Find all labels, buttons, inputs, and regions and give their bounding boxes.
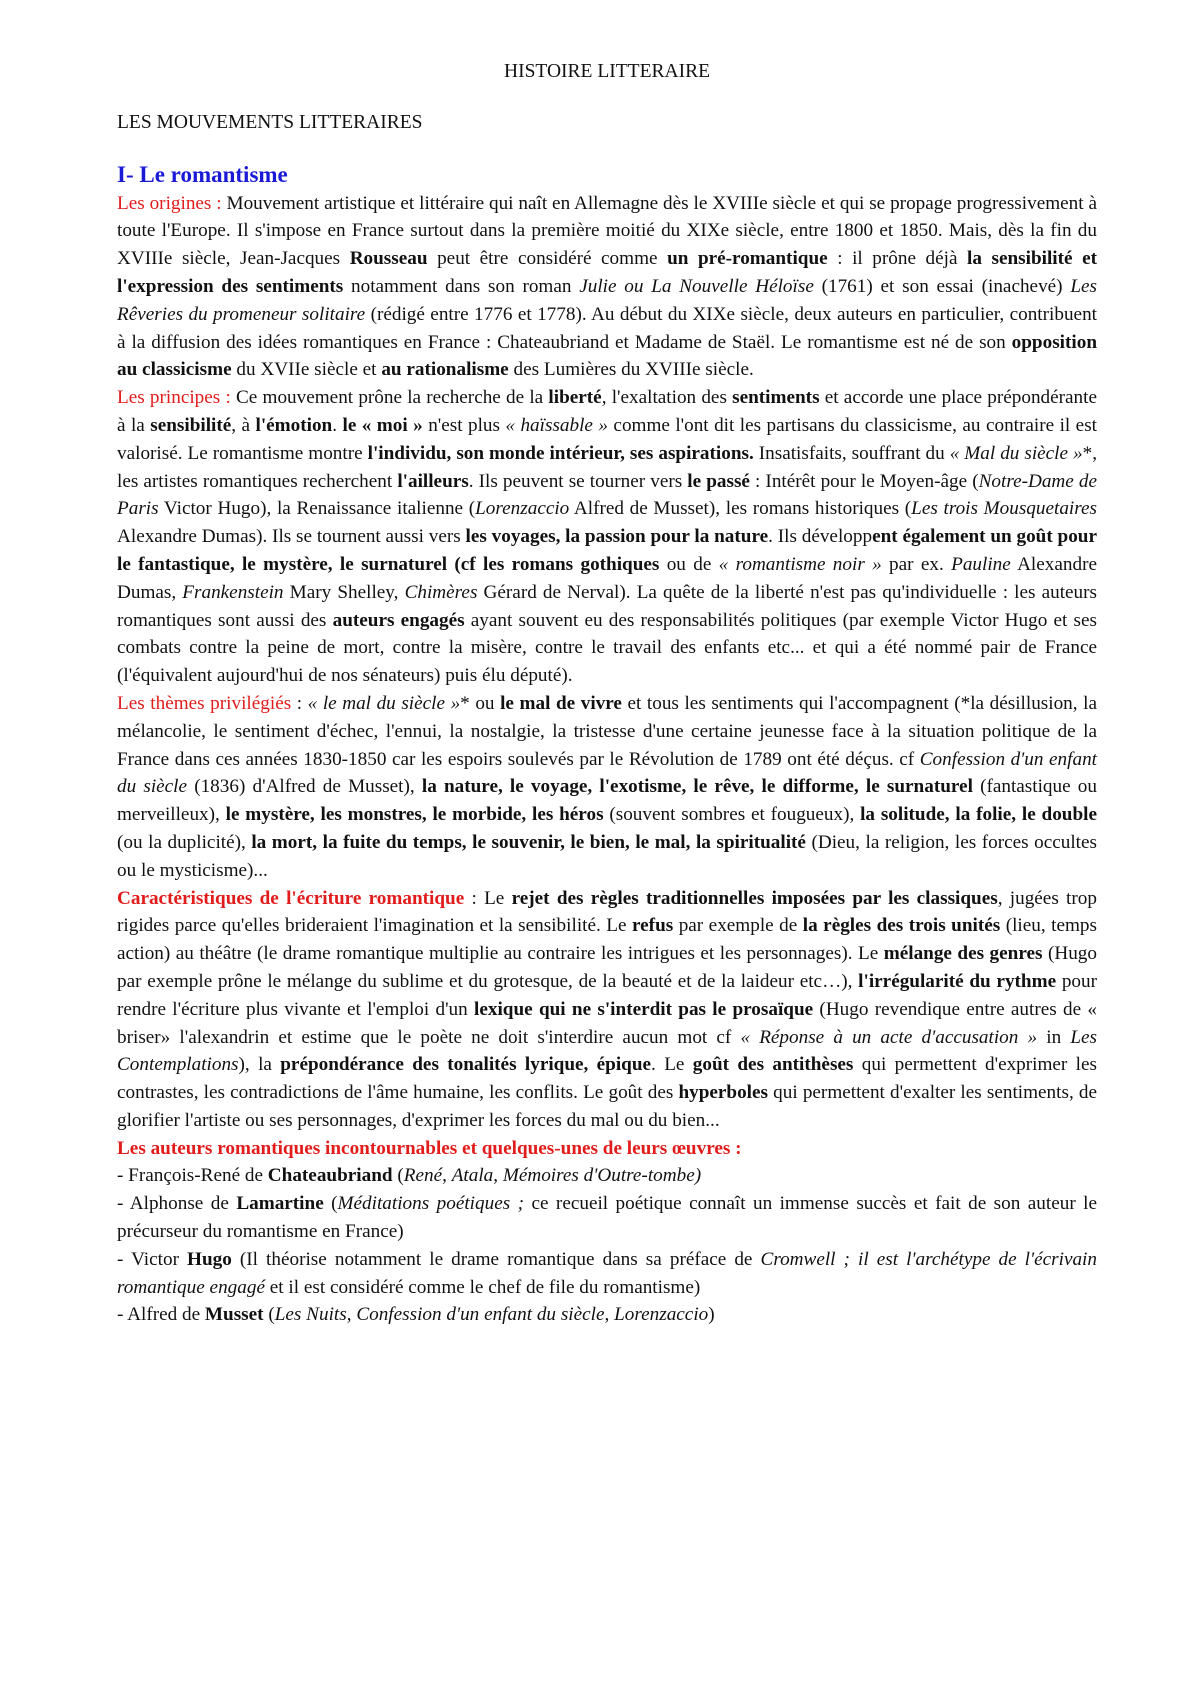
text-run: qui permettent d'exprimer les contrastes, les contradictions de l'âme humaine, les conflits. Le goût des (117, 1054, 1097, 1104)
bold-run: un pré-romantique (667, 248, 828, 270)
text-run: Mary Shelley, (283, 581, 405, 603)
bold-run: l'irrégularité du rythme (858, 970, 1057, 992)
text-run: ) (708, 1304, 715, 1326)
text-run: et il est considéré comme le chef de file du romantisme) (264, 1276, 701, 1298)
bold-run: le mystère, les monstres, le morbide, les héros (225, 804, 604, 826)
document-subtitle: LES MOUVEMENTS LITTERAIRES (117, 111, 423, 133)
text-run: notamment dans son roman (343, 275, 580, 297)
text-run: ), la (238, 1054, 281, 1076)
author-name: Lamartine (236, 1193, 324, 1215)
italic-run: Les Rêveries du promeneur solitaire (117, 275, 1097, 325)
text-run: ( (263, 1304, 275, 1326)
text-run: : Le (464, 887, 512, 909)
text-run: Ce mouvement prône la recherche de la (230, 387, 549, 409)
text-run: - François-René de (117, 1165, 268, 1187)
text-run: (1836) d'Alfred de Musset), (187, 776, 422, 798)
text-run: : il prône déjà (827, 248, 968, 270)
bold-run: rejet des règles traditionnelles imposées par les classiques (511, 887, 998, 909)
text-run: (Hugo revendique entre autres de « briser» l'alexandrin et estime que le poète ne doit s'interdire aucun mot cf (117, 998, 1098, 1048)
italic-run: « Mal du siècle » (949, 442, 1083, 464)
bold-run: liberté (548, 387, 602, 409)
bold-run: le mal de vivre (500, 692, 622, 714)
text-run: peut être considéré comme (427, 248, 668, 270)
text-run: n'est plus (422, 414, 506, 436)
text-run: comme l'ont dit les partisans du classicisme, au contraire il est valorisé. Le romantisme montre (117, 414, 1097, 464)
text-run: ( (392, 1165, 404, 1187)
text-run: (souvent sombres et fougueux), (603, 804, 861, 826)
italic-run: Lorenzaccio (475, 498, 570, 520)
text-run: Mouvement artistique et littéraire qui naît en Allemagne dès le XVIIIe siècle et qui se propage progressivement à toute l'Europe. Il s'impose en France surtout dans la première moitié du XIXe siècle, entre 1800 et 1850. Mais, dès la fin du XVIIIe siècle, Jean-Jacques (117, 192, 1097, 270)
authors-heading (117, 1135, 1097, 1163)
text-run: des Lumières du XVIIIe siècle. (508, 359, 754, 381)
bold-run: goût des antithèses (692, 1054, 854, 1076)
bold-run: sensibilité (150, 414, 232, 436)
bold-run: l'individu, son monde intérieur, ses aspirations. (367, 442, 754, 464)
bold-run: la règles des trois unités (802, 915, 1001, 937)
bold-run: la solitude, la folie, le double (860, 804, 1097, 826)
text-run: : (291, 692, 308, 714)
principles-label: Les principes : (117, 387, 231, 409)
bold-run: hyperboles (678, 1082, 769, 1104)
bold-run: la mort, la fuite du temps, le souvenir, le bien, le mal, la spiritualité (251, 831, 806, 853)
bold-run: opposition au classicisme (117, 331, 1097, 381)
author-name: Hugo (187, 1248, 232, 1270)
bold-run: l'ailleurs (397, 470, 469, 492)
bold-run: l'émotion (255, 414, 333, 436)
bold-run: les voyages, la passion pour la nature (465, 526, 769, 548)
text-run: ( (323, 1193, 338, 1215)
bold-run: ent également un goût pour le fantastique, le mystère, le surnaturel (cf les romans gothiques (117, 526, 1097, 575)
paragraph-principles (117, 384, 1097, 690)
bold-run: lexique qui ne s'interdit pas le prosaïque (474, 998, 814, 1020)
text-run: : Intérêt pour le Moyen-âge ( (749, 470, 979, 492)
author-name: Chateaubriand (267, 1165, 393, 1187)
italic-run: Confession d'un enfant du siècle (117, 748, 1097, 798)
bold-run: refus (632, 915, 674, 937)
authors-label: Les auteurs romantiques incontournables et quelques-unes de leurs œuvres : (117, 1137, 742, 1159)
italic-run: « le mal du siècle » (307, 692, 461, 714)
author-line-hugo (117, 1246, 1097, 1302)
italic-run: Chimères (404, 581, 478, 603)
text-run: (Dieu, la religion, les forces occultes ou le mysticisme)... (117, 831, 1097, 881)
text-run: , (442, 1165, 452, 1187)
text-run: du XVIIe siècle et (231, 359, 382, 381)
text-run: (1761) et son essai (inachevé) (813, 275, 1071, 297)
text-run: , (346, 1304, 357, 1326)
bold-run: le passé (687, 470, 750, 492)
text-run: , (604, 1304, 615, 1326)
text-run: (Il théorise notamment le drame romantique dans sa préface de (231, 1248, 761, 1270)
section-heading: I- Le romantisme (117, 161, 288, 187)
text-run: par ex. (881, 553, 952, 575)
paragraph-writing (117, 885, 1097, 1135)
bold-run: prépondérance des tonalités lyrique, épique (280, 1054, 652, 1076)
text-run: , jugées trop rigides parce qu'elles brideraient l'imagination et la sensibilité. Le (117, 887, 1097, 937)
text-run: Insatisfaits, souffrant du (753, 442, 950, 464)
italic-run: « haïssable » (505, 414, 608, 436)
text-run: * ou (460, 692, 501, 714)
author-name: Musset (204, 1304, 264, 1326)
italic-run: Mémoires d'Outre-tombe) (502, 1165, 702, 1187)
text-run: in (1037, 1026, 1071, 1048)
text-run: - Alphonse de (117, 1193, 237, 1215)
text-run: et tous les sentiments qui l'accompagnent (*la désillusion, la mélancolie, le sentiment d'échec, l'ennui, la nostalgie, la tristesse d'une certaine jeunesse face à la situation politique de la France dans ces années 1830-1850 car les espoirs soulevés par le Révolution de 1789 ont été déçus. cf (117, 692, 1097, 770)
text-run: Victor Hugo), la Renaissance italienne ( (158, 498, 476, 520)
text-run: (rédigé entre 1776 et 1778). Au début du XIXe siècle, deux auteurs en particulier, contribuent à la diffusion des idées romantiques en France : Chateaubriand et Madame de Staël. Le romantisme est né de son (117, 303, 1097, 353)
text-run: ayant souvent eu des responsabilités politiques (par exemple Victor Hugo et ses combats contre la peine de mort, contre la misère, contre le travail des enfants etc... et qui a été nommé pair de France (l'équivalent aujourd'hui de nos sénateurs) puis élu député). (117, 609, 1098, 687)
text-run: pour rendre l'écriture plus vivante et l'emploi d'un (117, 970, 1097, 1020)
text-run: (fantastique ou merveilleux), (117, 776, 1097, 826)
text-run: , (493, 1165, 503, 1187)
italic-run: Cromwell ; il est l'archétype de l'écrivain romantique engagé (117, 1248, 1097, 1298)
italic-run: Frankenstein (182, 581, 284, 603)
author-line-lamartine (117, 1190, 1097, 1246)
italic-run: Les Nuits (274, 1304, 347, 1326)
italic-run: Atala (451, 1165, 494, 1187)
bold-run: auteurs engagés (332, 609, 465, 631)
text-run: , à (231, 414, 256, 436)
document-page (117, 58, 1097, 1329)
text-run: Alexandre Dumas, (117, 553, 1097, 603)
italic-run: Julie ou La Nouvelle Héloïse (579, 275, 814, 297)
document-title: HISTOIRE LITTERAIRE (504, 61, 710, 82)
italic-run: « romantisme noir » (718, 553, 882, 575)
text-run: , l'exaltation des (601, 387, 733, 409)
text-run: - Victor (117, 1248, 188, 1270)
bold-run: Rousseau (349, 248, 428, 270)
text-run: . Le (651, 1054, 693, 1076)
text-run: Gérard de Nerval). La quête de la liberté n'est pas qu'individuelle : les auteurs romantiques sont aussi des (117, 581, 1097, 631)
italic-run: « Réponse à un acte d'accusation » (740, 1026, 1038, 1048)
italic-run: Méditations poétiques ; (337, 1193, 525, 1215)
paragraph-themes (117, 690, 1097, 885)
italic-run: René (403, 1165, 443, 1187)
text-run: (Hugo par exemple prône le mélange du sublime et du grotesque, de la beauté et de la laideur etc…), (117, 943, 1097, 992)
text-run: (lieu, temps action) au théâtre (le drame romantique multiplie au contraire les intrigues et les personnages). Le (117, 915, 1097, 965)
text-run: *, les artistes romantiques recherchent (117, 442, 1097, 492)
bold-run: au rationalisme (381, 359, 509, 381)
text-run: qui permettent d'exalter les sentiments, de glorifier l'artiste ou ses personnages, d'exprimer les forces du mal ou du bien... (117, 1082, 1097, 1131)
paragraph-origins (117, 190, 1097, 385)
text-run: par exemple de (673, 915, 803, 937)
bold-run: le « moi » (342, 414, 423, 436)
text-run: Alexandre Dumas). Ils se tournent aussi vers (117, 526, 466, 548)
author-line-chateaubriand (117, 1162, 1097, 1190)
italic-run: Lorenzaccio (614, 1304, 709, 1326)
italic-run: Notre-Dame de Paris (117, 470, 1097, 520)
text-run: . Ils peuvent se tourner vers (468, 470, 688, 492)
bold-run: la nature, le voyage, l'exotisme, le rêve, le difforme, le surnaturel (421, 776, 973, 798)
origins-label: Les origines : (117, 192, 222, 214)
italic-run: Pauline (951, 553, 1011, 575)
text-run: - Alfred de (117, 1304, 205, 1326)
author-line-musset (117, 1301, 1097, 1329)
text-run: (ou la duplicité), (117, 831, 252, 853)
text-run: ou de (659, 553, 719, 575)
italic-run: Confession d'un enfant du siècle (356, 1304, 605, 1326)
bold-run: sentiments (732, 387, 820, 409)
text-run: et accorde une place prépondérante à la (117, 387, 1097, 436)
writing-label: Caractéristiques de l'écriture romantique (117, 887, 465, 909)
bold-run: mélange des genres (883, 943, 1043, 965)
text-run: Alfred de Musset), les romans historiques ( (569, 498, 912, 520)
themes-label: Les thèmes privilégiés (117, 692, 292, 714)
text-run: . (332, 414, 343, 436)
italic-run: Les trois Mousquetaires (911, 498, 1097, 520)
text-run: ce recueil poétique connaît un immense succès et fait de son auteur le précurseur du romantisme en France) (117, 1193, 1097, 1243)
italic-run: Les Contemplations (117, 1026, 1097, 1076)
text-run: . Ils développ (768, 526, 873, 548)
bold-run: la sensibilité et l'expression des sentiments (117, 248, 1097, 297)
